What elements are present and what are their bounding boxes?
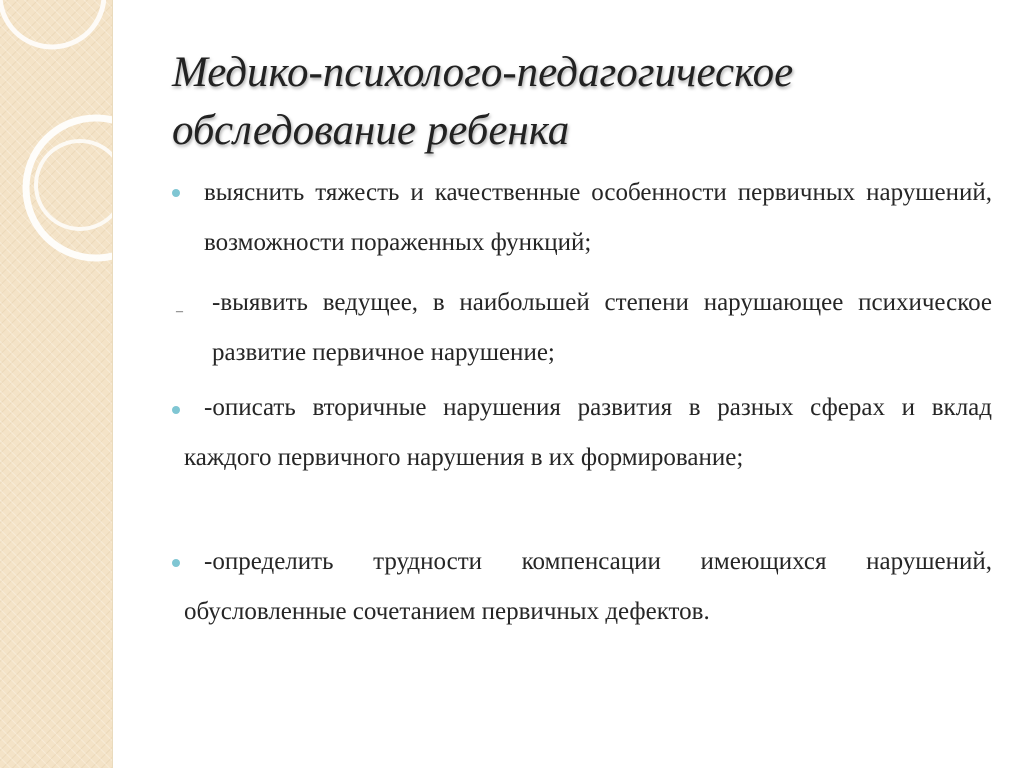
- list-item: [184, 383, 992, 483]
- decorative-side-panel: [0, 0, 113, 768]
- slide-title: Медико-психолого-педагогическое обследование ребенка: [172, 49, 794, 154]
- list-item-text: -определить трудности компенсации имеющихся нарушений, обусловленные сочетанием первичных дефектов.: [184, 548, 992, 625]
- bullet-dash: –: [176, 304, 183, 319]
- bullet-dot: [172, 189, 180, 197]
- list-item-text: выяснить тяжесть и качественные особенности первичных нарушений, возможности пораженных функций;: [204, 179, 992, 256]
- list-item: [212, 278, 992, 378]
- list-item-text: -описать вторичные нарушения развития в разных сферах и вклад каждого первичного нарушения в их формирование;: [184, 394, 992, 471]
- bullet-dot: [172, 559, 180, 567]
- bullet-dot: [172, 406, 180, 414]
- list-item: [204, 168, 992, 268]
- list-item: [184, 537, 992, 637]
- decorative-rings: [0, 0, 112, 320]
- list-item-text: -выявить ведущее, в наибольшей степени нарушающее психическое развитие первичное нарушение;: [212, 289, 992, 366]
